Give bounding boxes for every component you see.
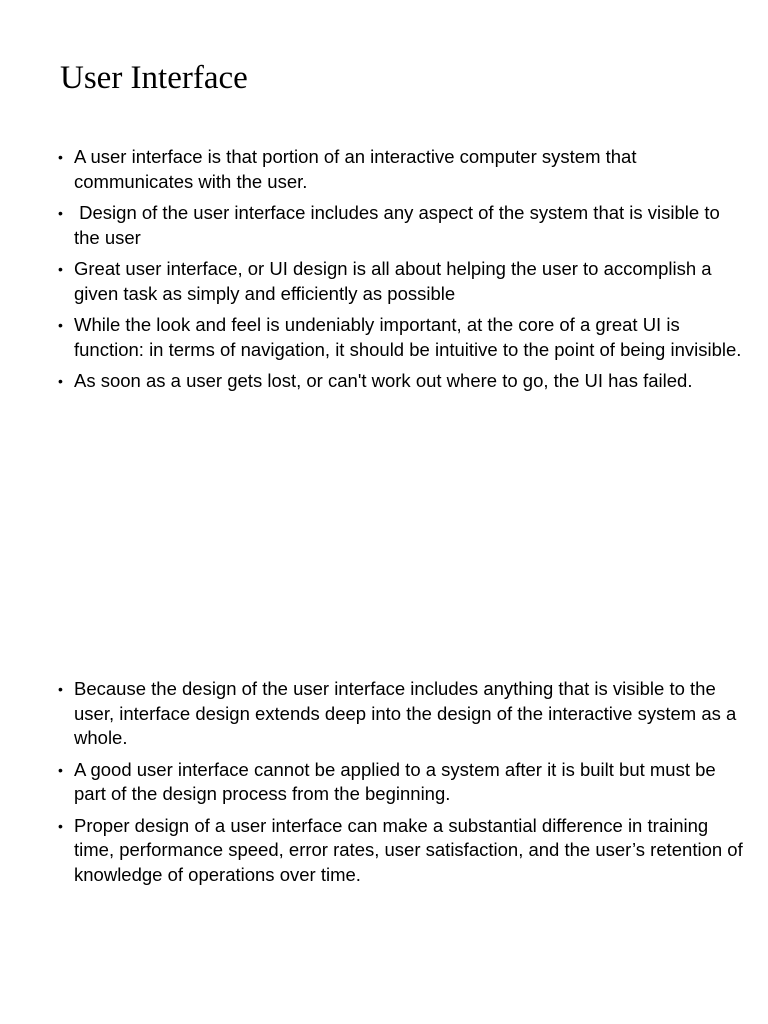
bullet-item <box>58 313 748 362</box>
bullet-item <box>58 369 748 394</box>
bullet-marker: • <box>58 373 63 389</box>
bullet-marker: • <box>58 317 63 333</box>
bullet-list-bottom <box>58 677 748 894</box>
bullet-item <box>58 758 748 807</box>
bullet-item <box>58 257 748 306</box>
bullet-marker: • <box>58 681 63 697</box>
bullet-text: Great user interface, or UI design is all about helping the user to accomplish a given task as simply and efficiently as possible <box>74 258 712 304</box>
bullet-text: A user interface is that portion of an interactive computer system that communicates with the user. <box>74 146 637 192</box>
bullet-text: Design of the user interface includes any aspect of the system that is visible to the user <box>74 202 725 248</box>
page-title: User Interface <box>60 60 248 96</box>
bullet-text: Proper design of a user interface can make a substantial difference in training time, performance speed, error rates, user satisfaction, and the user’s retention of knowledge of operations over time. <box>74 814 743 885</box>
bullet-item <box>58 201 748 250</box>
bullet-text: As soon as a user gets lost, or can't work out where to go, the UI has failed. <box>74 370 693 391</box>
bullet-marker: • <box>58 261 63 277</box>
bullet-marker: • <box>58 149 63 165</box>
bullet-marker: • <box>58 817 63 834</box>
bullet-marker: • <box>58 205 63 221</box>
bullet-marker: • <box>58 761 63 778</box>
bullet-list-top <box>58 145 748 401</box>
bullet-text: Because the design of the user interface includes anything that is visible to the user, interface design extends deep into the design of the interactive system as a whole. <box>74 678 737 748</box>
bullet-text: A good user interface cannot be applied to a system after it is built but must be part of the design process from the beginning. <box>74 758 716 804</box>
bullet-item <box>58 814 748 888</box>
bullet-text: While the look and feel is undeniably important, at the core of a great UI is function: in terms of navigation, it should be intuitive to the point of being invisible. <box>74 314 742 360</box>
bullet-item <box>58 677 748 751</box>
bullet-item <box>58 145 748 194</box>
